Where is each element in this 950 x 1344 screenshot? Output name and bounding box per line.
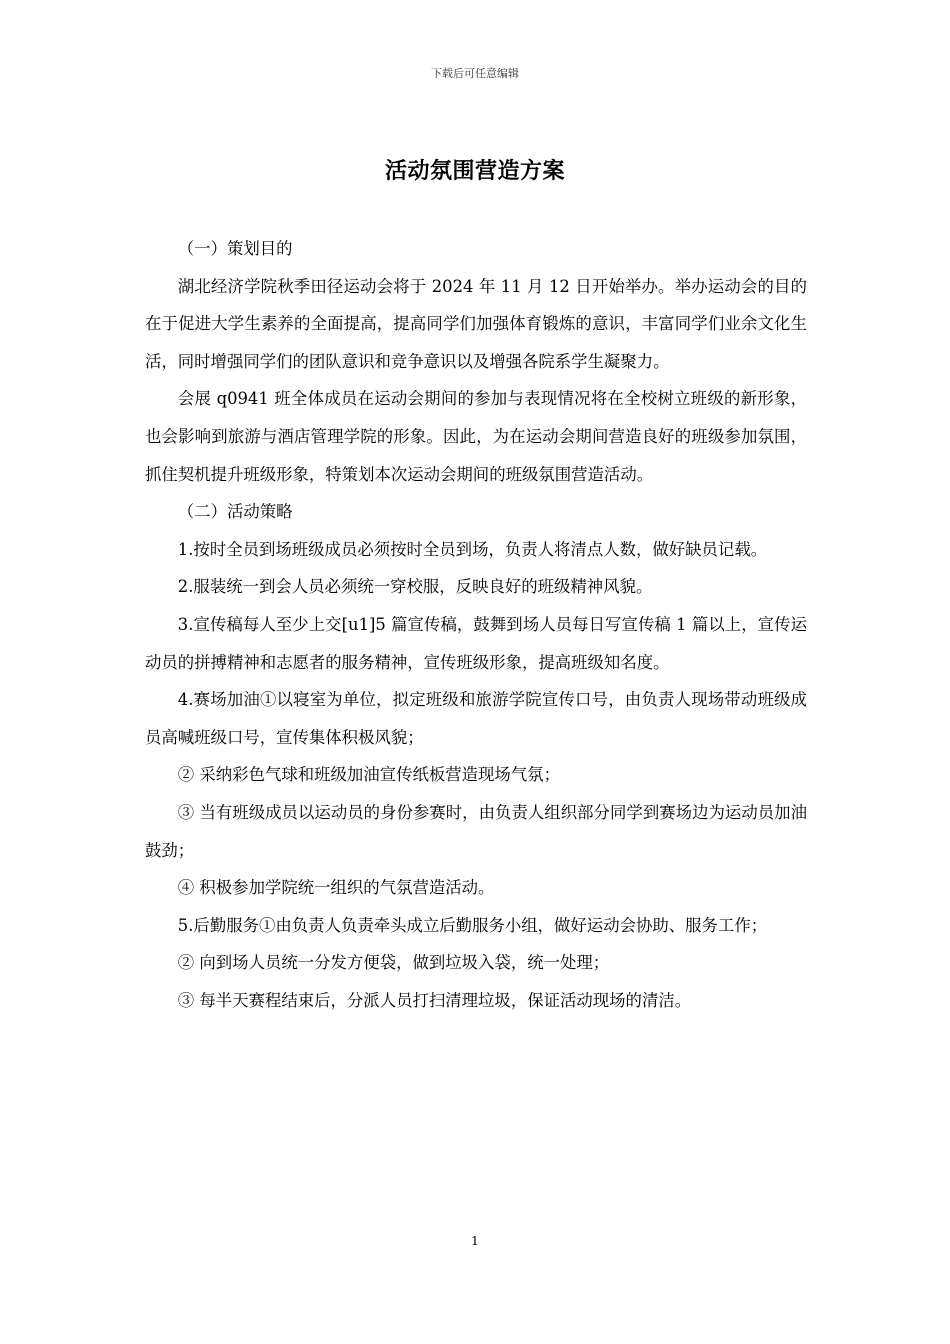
document-title: 活动氛围营造方案 — [384, 158, 565, 184]
page-header: 下载后可任意编辑 — [431, 67, 519, 80]
sub-item-support-athletes: ③ 当有班级成员以运动员的身份参赛时，由负责人组织部分同学到赛场边为运动员加油鼓劲； — [145, 802, 807, 860]
section-heading-purpose: （一）策划目的 — [177, 239, 293, 258]
list-item-logistics: 5.后勤服务①由负责人负责牵头成立后勤服务小组，做好运动会协助、服务工作； — [177, 915, 768, 935]
list-item-cheering: 4.赛场加油①以寝室为单位，拟定班级和旅游学院宣传口号，由负责人现场带动班级成员高喊班级口号，宣传集体积极风貌； — [145, 690, 807, 747]
sub-item-cleanup: ③ 每半天赛程结束后，分派人员打扫清理垃圾，保证活动现场的清洁。 — [177, 990, 692, 1010]
paragraph-class-image: 会展 q0941 班全体成员在运动会期间的参加与表现情况将在全校树立班级的新形象，也会影响到旅游与酒店管理学院的形象。因此，为在运动会期间营造良好的班级参加氛围，抓住契机提升班级形象，特策划本次运动会期间的班级氛围营造活动。 — [145, 389, 807, 484]
sub-item-bags: ② 向到场人员统一分发方便袋，做到垃圾入袋，统一处理； — [177, 953, 610, 973]
page-number: 1 — [471, 1234, 479, 1248]
section-heading-strategy: （二）活动策略 — [177, 502, 293, 522]
paragraph-event-intro: 湖北经济学院秋季田径运动会将于 2024 年 11 月 12 日开始举办。举办运动会的目的在于促进大学生素养的全面提高，提高同学们加强体育锻炼的意识，丰富同学们业余文化生活，同时增强同学们的团队意识和竞争意识以及增强各院系学生凝聚力。 — [145, 276, 807, 371]
list-item-uniform: 2.服装统一到会人员必须统一穿校服，反映良好的班级精神风貌。 — [177, 577, 653, 597]
sub-item-college-activities: ④ 积极参加学院统一组织的气氛营造活动。 — [177, 878, 495, 898]
list-item-publicity: 3.宣传稿每人至少上交[u1]5 篇宣传稿，鼓舞到场人员每日写宣传稿 1 篇以上，宣传运动员的拼搏精神和志愿者的服务精神，宣传班级形象，提高班级知名度。 — [145, 614, 807, 672]
document-body — [145, 230, 807, 1019]
sub-item-balloons: ② 采纳彩色气球和班级加油宣传纸板营造现场气氛； — [177, 765, 560, 785]
list-item-attendance: 1.按时全员到场班级成员必须按时全员到场，负责人将清点人数，做好缺员记载。 — [177, 539, 768, 559]
